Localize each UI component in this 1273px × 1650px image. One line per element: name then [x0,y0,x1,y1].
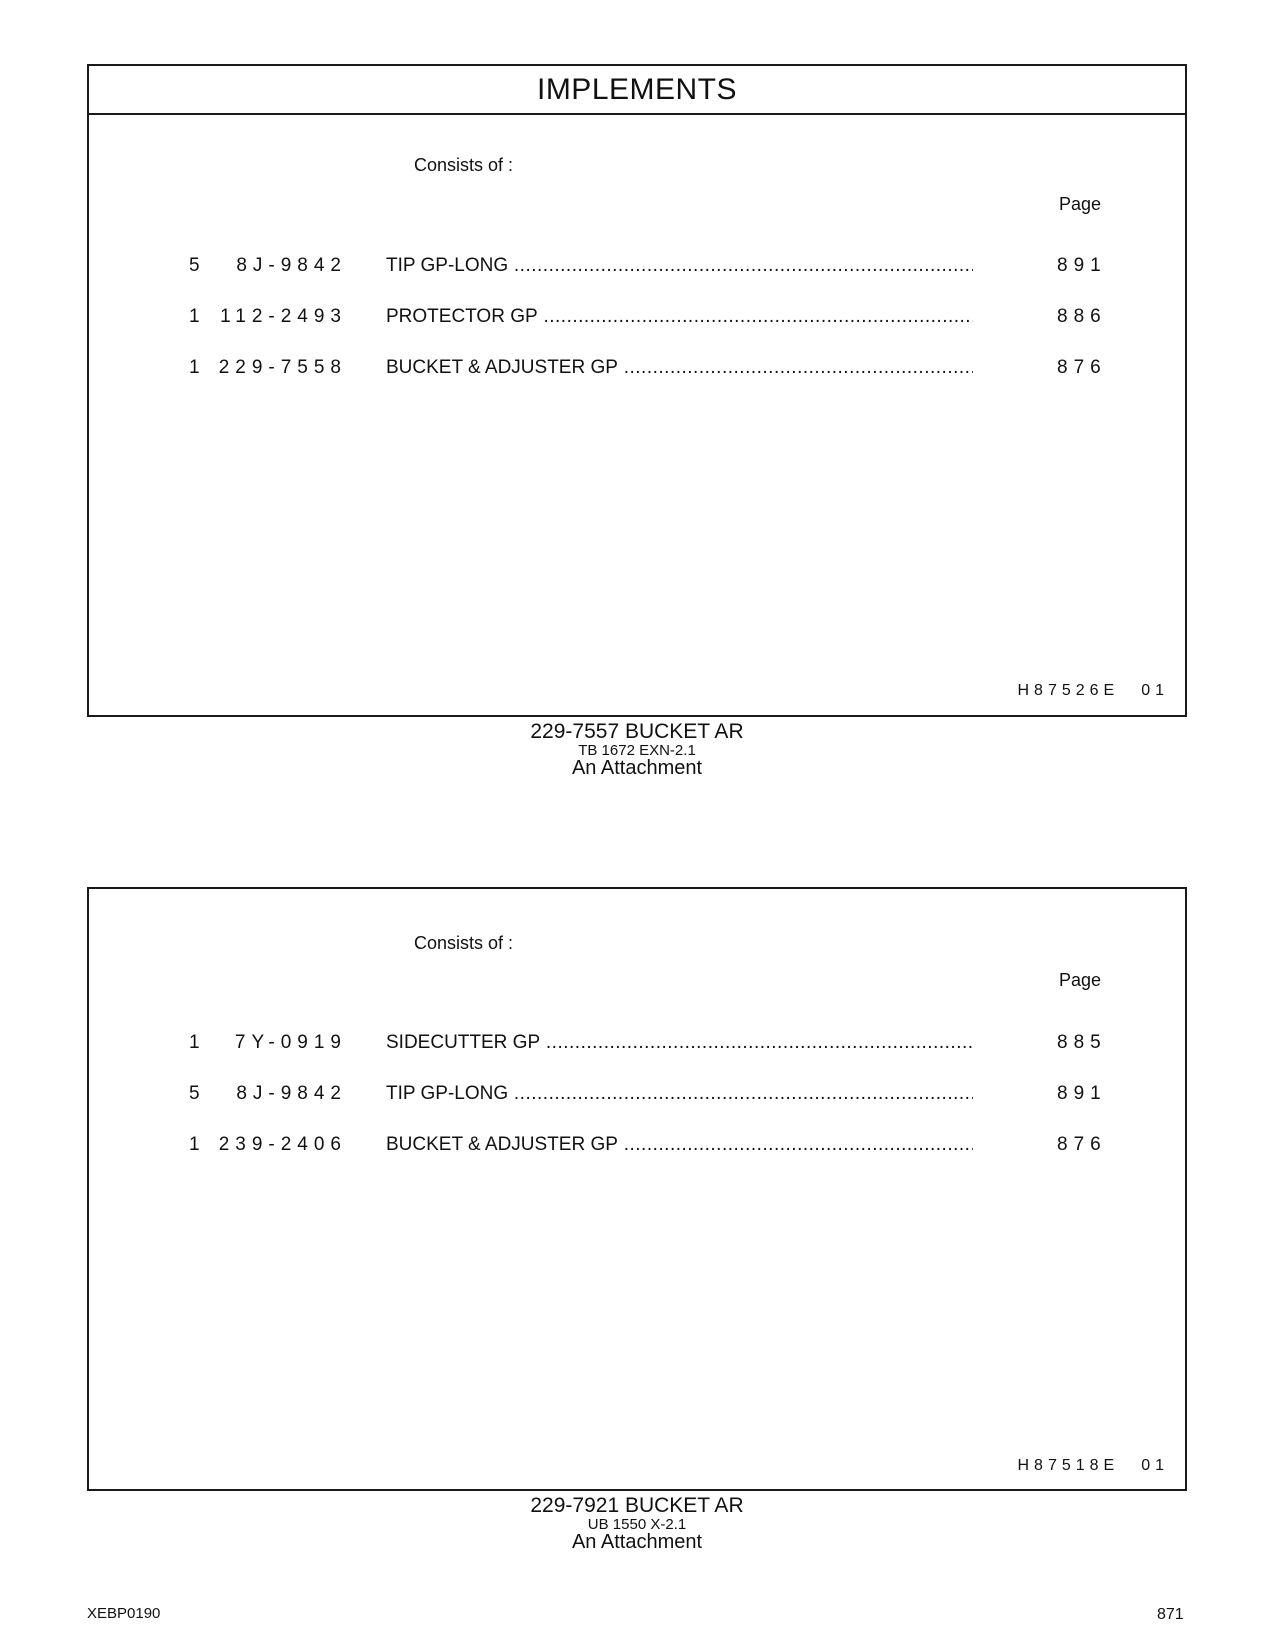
page-reference: 891 [1057,1083,1107,1104]
quantity: 5 [189,255,202,276]
parts-row [89,1134,1185,1160]
parts-panel-implements [87,64,1187,717]
parts-row [89,357,1185,383]
page-reference: 876 [1057,357,1107,378]
page-reference: 891 [1057,255,1107,276]
parts-row [89,306,1185,332]
revision-number: 01 [1141,682,1169,699]
revision-number: 01 [1141,1457,1169,1474]
parts-panel [87,887,1187,1491]
parts-row [89,1032,1185,1058]
consists-of-label: Consists of : [414,933,514,953]
part-description: BUCKET & ADJUSTER GP ..... [386,1134,973,1156]
quantity: 1 [189,306,202,327]
part-number: 7Y-0919 [234,1032,347,1053]
part-number: 112-2493 [220,306,347,327]
consists-of-label: Consists of : [414,155,514,175]
illustration-code [1017,682,1169,700]
part-description: PROTECTOR GP ..... [386,306,973,328]
part-description: SIDECUTTER GP ..... [386,1032,973,1054]
parts-row [89,255,1185,281]
page-column-header: Page [1059,970,1102,990]
section-caption [87,721,1187,778]
quantity: 1 [189,1032,202,1053]
illustration-id: H87518E [1017,1457,1120,1474]
section-title: IMPLEMENTS [89,66,1185,115]
caption-subtitle: UB 1550 X-2.1 [587,1516,687,1533]
section-caption [87,1495,1187,1552]
page-reference: 876 [1057,1134,1107,1155]
illustration-code [1017,1457,1169,1475]
caption-note: An Attachment [571,1531,703,1553]
caption-title: 229-7921 BUCKET AR [530,1494,744,1517]
page-reference: 886 [1057,306,1107,327]
caption-title: 229-7557 BUCKET AR [530,720,744,743]
page-reference: 885 [1057,1032,1107,1053]
document-id: XEBP0190 [87,1605,161,1622]
quantity: 5 [189,1083,202,1104]
part-description: TIP GP-LONG ..... [386,1083,973,1105]
caption-note: An Attachment [571,757,703,779]
quantity: 1 [189,1134,202,1155]
part-number: 8J-9842 [236,1083,347,1104]
part-number: 239-2406 [218,1134,347,1155]
part-number: 8J-9842 [236,255,347,276]
part-description: TIP GP-LONG ..... [386,255,973,277]
parts-row [89,1083,1185,1109]
page-column-header: Page [1059,194,1102,214]
quantity: 1 [189,357,202,378]
page-number: 871 [1157,1606,1184,1623]
caption-subtitle: TB 1672 EXN-2.1 [578,742,696,759]
part-description: BUCKET & ADJUSTER GP ..... [386,357,973,379]
illustration-id: H87526E [1017,682,1120,699]
part-number: 229-7558 [218,357,347,378]
